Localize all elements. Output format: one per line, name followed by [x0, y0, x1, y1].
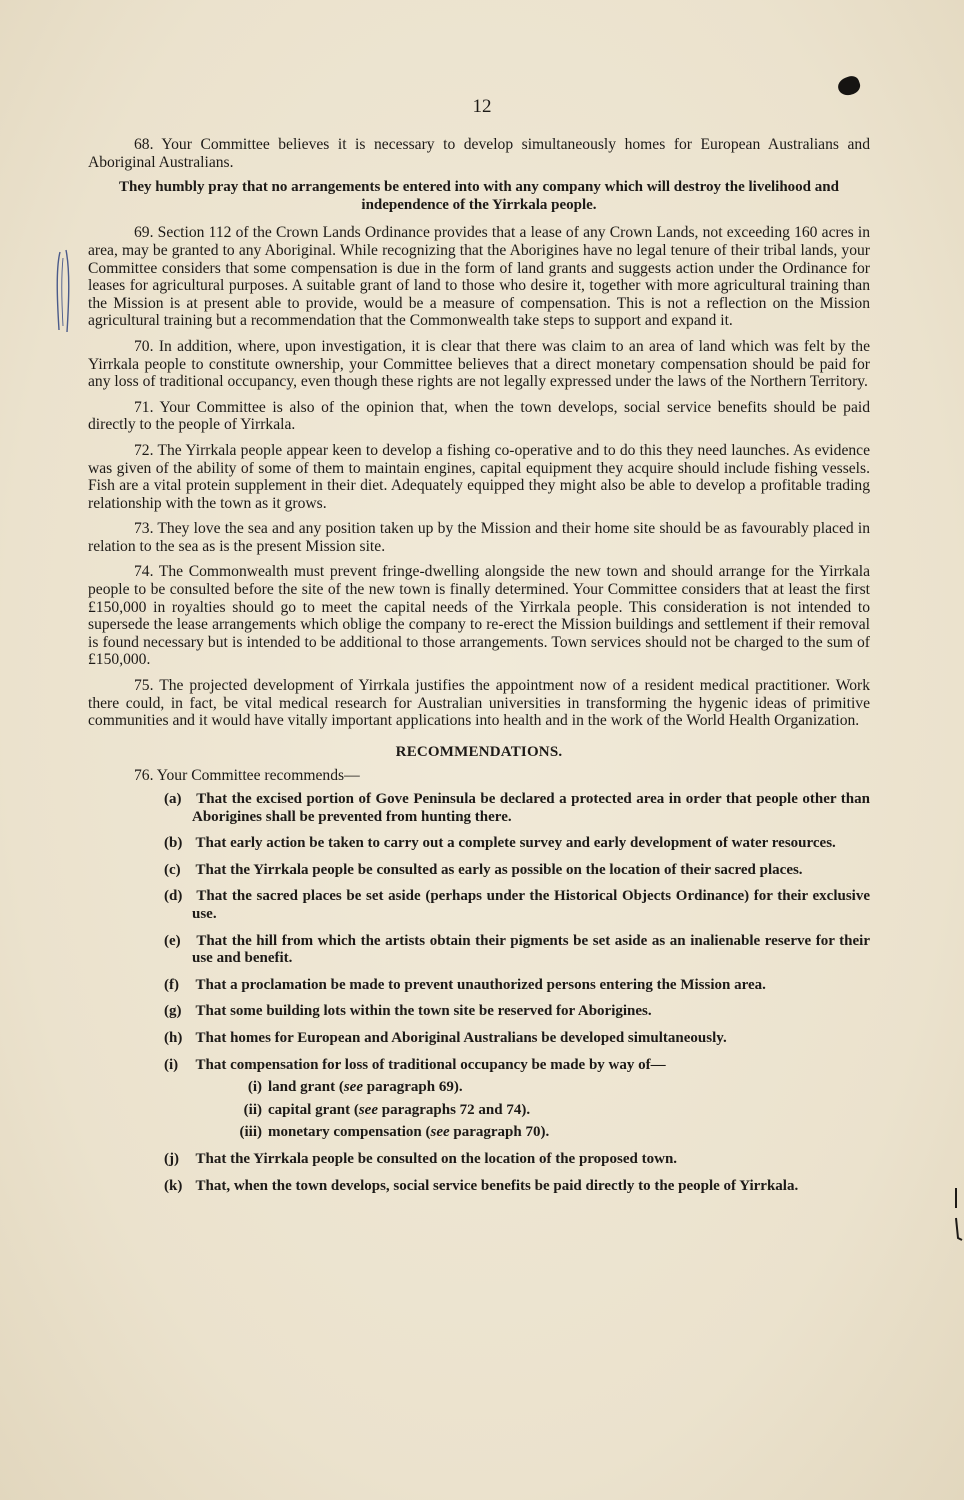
- recommendation-label: (b): [164, 835, 183, 852]
- recommendation-text: That homes for European and Aboriginal Australians be developed simultaneously.: [195, 1029, 727, 1046]
- sub-item-land-grant: [228, 1079, 870, 1097]
- sub-item-label: (ii): [243, 1101, 262, 1118]
- sub-item-label: (i): [247, 1079, 262, 1096]
- recommendation-text: That the sacred places be set aside (perhaps under the Historical Objects Ordinance) for their exclusive use.: [192, 888, 870, 922]
- recommendation-text: That the hill from which the artists obtain their pigments be set aside as an inalienable reserve for their use and benefit.: [192, 932, 870, 967]
- recommendation-label: (h): [164, 1029, 183, 1046]
- sub-item-text-post: paragraphs 72 and 74).: [377, 1101, 531, 1118]
- recommendation-label: (f): [164, 976, 179, 993]
- recommendation-e: [164, 933, 870, 968]
- recommendation-i: [164, 1057, 870, 1075]
- recommendations-heading: RECOMMENDATIONS.: [395, 743, 563, 760]
- sub-item-text-pre: capital grant (: [268, 1101, 359, 1118]
- recommendation-text: That the Yirrkala people be consulted as early as possible on the location of their sacred places.: [195, 861, 803, 878]
- recommendation-text: That a proclamation be made to prevent unauthorized persons entering the Mission area.: [195, 976, 766, 993]
- sub-item-label: (iii): [239, 1124, 262, 1141]
- page-number: 12: [472, 96, 492, 117]
- recommendation-label: (k): [164, 1177, 183, 1194]
- sub-item-text-post: paragraph 69).: [363, 1079, 463, 1096]
- recommendation-h: [164, 1030, 870, 1048]
- edge-ink-marks: [946, 1184, 964, 1244]
- sub-item-text-post: paragraph 70).: [449, 1124, 550, 1141]
- recommendation-label: (a): [164, 791, 182, 807]
- paragraph-69: 69. Section 112 of the Crown Lands Ordinance provides that a lease of any Crown Lands, not exceeding 160 acres in area, may be granted to any Aboriginal. While recognizing that the Aborigines have no legal tenure of their tribal lands, your Committee considers that some compensation is due in the form of land grants and suggests action under the Ordinance for leases for agricultural purposes. A suitable grant of land to those who desire it, together with more agricultural training than the Mission is at present able to provide, would be a measure of compensation. This is not a reflection on the Mission agricultural training but a recommendation that the Commonwealth take steps to support and expand it.: [88, 224, 870, 330]
- paragraph-74: 74. The Commonwealth must prevent fringe-dwelling alongside the new town and should arrange for the Yirrkala people to be consulted before the site of the new town is finally determined. Your Committee considers that at least the first £150,000 in royalties should go to meet the capital needs of the Yirrkala people. This consideration is not intended to supersede the lease arrangements which oblige the company to re-erect the Mission buildings and settlement if their removal is found necessary but is intended to be additional to those arrangements. Town services should not be charged to the sum of £150,000.: [88, 563, 870, 669]
- recommendation-label: (e): [164, 932, 181, 949]
- recommendations-intro: 76. Your Committee recommends—: [134, 767, 360, 785]
- recommendation-text: That early action be taken to carry out a complete survey and early development of water resources.: [195, 835, 836, 852]
- recommendation-label: (d): [164, 888, 183, 905]
- recommendation-text: That, when the town develops, social service benefits be paid directly to the people of Yirrkala.: [195, 1177, 799, 1194]
- sub-item-capital-grant: [228, 1102, 870, 1120]
- sub-item-see: see: [430, 1124, 450, 1141]
- paragraph-71: 71. Your Committee is also of the opinion that, when the town develops, social service benefits should be paid directly to the people of Yirrkala.: [88, 398, 870, 434]
- recommendation-label: (j): [164, 1150, 179, 1167]
- recommendation-label: (g): [164, 1003, 182, 1020]
- recommendation-label: (c): [164, 861, 181, 878]
- paragraph-75: 75. The projected development of Yirrkala justifies the appointment now of a resident medical practitioner. Work there could, in fact, be vital medical research for Australian universities in transforming the hygenic ideas of primitive communities and it would have vitally important applications into health and in the work of the World Health Organization.: [88, 677, 870, 730]
- paragraph-72: 72. The Yirrkala people appear keen to develop a fishing co-operative and to do this they need launches. As evidence was given of the ability of some of them to maintain engines, capital equipment they acquire should include fishing vessels. Fish are a vital protein supplement in their diet. Adequately equipped they might also be able to develop a profitable trading relationship with the town as it grows.: [88, 441, 870, 512]
- recommendation-label: (i): [164, 1056, 179, 1073]
- recommendation-k: [164, 1178, 870, 1196]
- ink-blot-mark: [836, 74, 863, 98]
- paragraph-70: 70. In addition, where, upon investigation, it is clear that there was claim to an area of land which was felt by the Yirrkala people to constitute ownership, your Committee believes that a direct monetary compensation should be paid for any loss of traditional occupancy, even though these rights are not legally expressed under the laws of the Northern Territory.: [88, 337, 870, 391]
- recommendation-text: That some building lots within the town site be reserved for Aborigines.: [195, 1003, 652, 1020]
- recommendation-c: [164, 862, 870, 880]
- paragraph-73: 73. They love the sea and any position taken up by the Mission and their home site should be as favourably placed in relation to the sea as is the present Mission site.: [88, 520, 870, 555]
- paragraph-68: 68. Your Committee believes it is necessary to develop simultaneously homes for European Australians and Aboriginal Australians.: [88, 136, 870, 171]
- sub-item-see: see: [358, 1101, 378, 1118]
- document-body: [88, 136, 870, 1204]
- sub-item-text-pre: monetary compensation (: [268, 1124, 431, 1141]
- sub-item-see: see: [343, 1079, 363, 1096]
- recommendation-text: That the Yirrkala people be consulted on the location of the proposed town.: [195, 1150, 678, 1167]
- recommendation-a: [164, 791, 870, 826]
- recommendation-d: [164, 888, 870, 923]
- recommendation-b: [164, 835, 870, 853]
- recommendation-text: That the excised portion of Gove Peninsula be declared a protected area in order that people other than Aborigines shall be prevented from hunting there.: [192, 791, 870, 825]
- recommendation-text: That compensation for loss of traditional occupancy be made by way of—: [195, 1056, 666, 1073]
- sub-item-text-pre: land grant (: [268, 1079, 344, 1096]
- recommendation-j: [164, 1151, 870, 1169]
- recommendation-g: [164, 1003, 870, 1021]
- prayer-statement: They humbly pray that no arrangements be entered into with any company which will destroy the livelihood and independence of the Yirrkala people.: [119, 179, 839, 213]
- pencil-annotation-mark: [52, 248, 74, 334]
- recommendation-f: [164, 977, 870, 995]
- sub-item-monetary-compensation: [228, 1124, 870, 1142]
